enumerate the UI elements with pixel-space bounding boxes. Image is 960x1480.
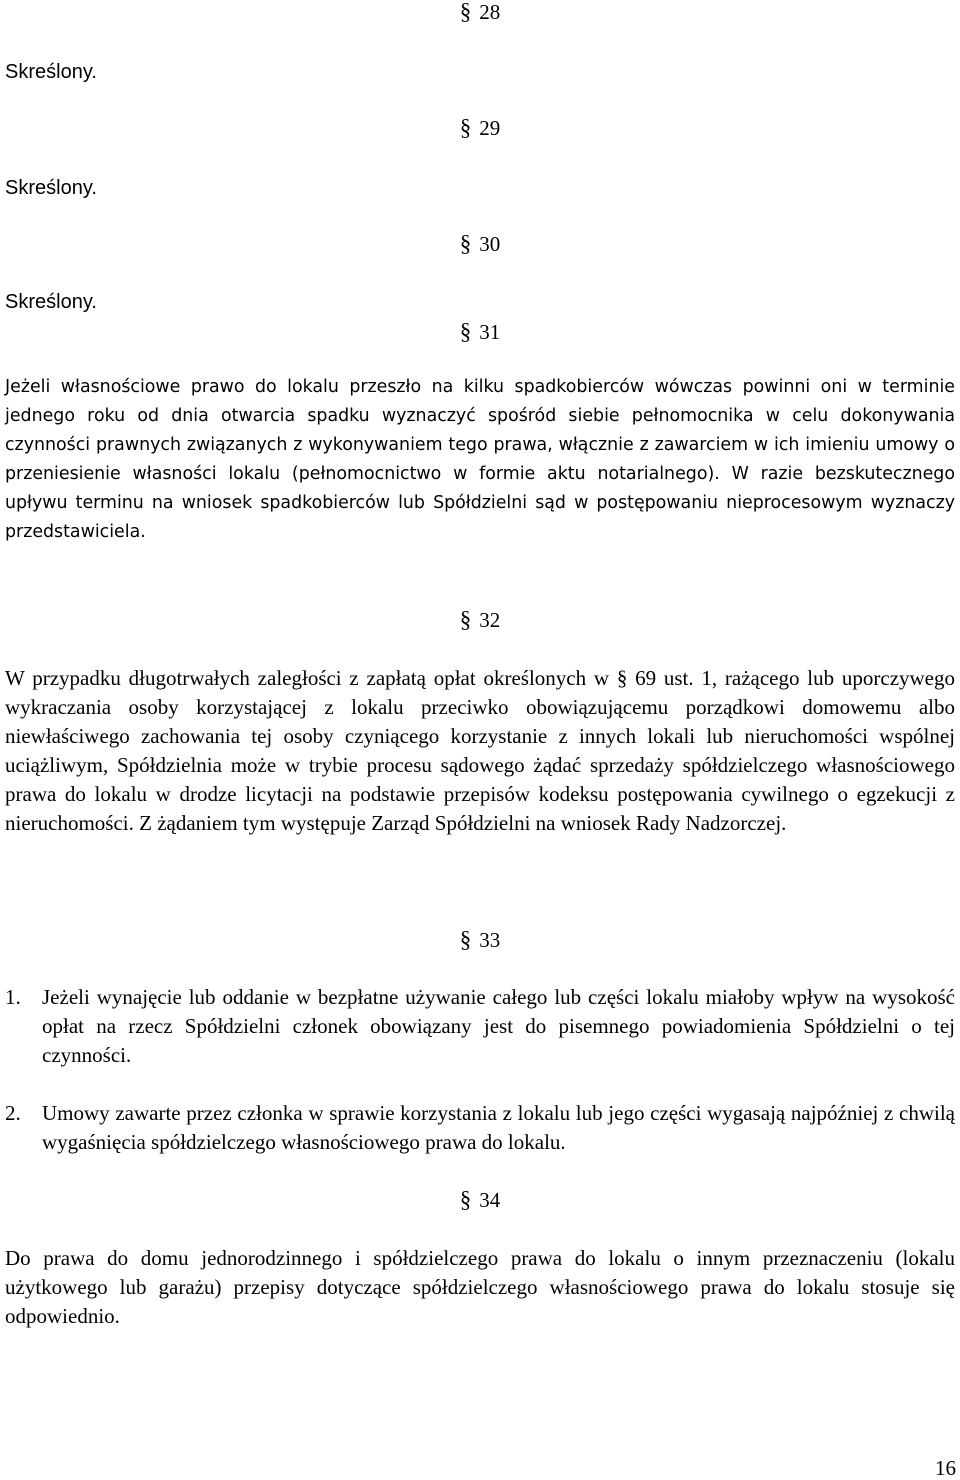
section-32-text: W przypadku długotrwałych zaległości z zapłatą opłat określonych w § 69 ust. 1, rażącego lub uporczywego wykraczania osoby korzystającej z lokalu przeciwko obowiązującemu porządkowi domowemu albo niewłaściwego zachowania tej osoby czyniącego korzystanie z innych lokali lub nieruchomości wspólnej uciążliwym, Spółdzielnia może w trybie procesu sądowego żądać sprzedaży spółdzielczego własnościowego prawa do lokalu w drodze licytacji na podstawie przepisów kodeksu postępowania cywilnego o egzekucji z nieruchomości. Z żądaniem tym występuje Zarząd Spółdzielni na wniosek Rady Nadzorczej.	[5, 666, 955, 835]
section-number: 28	[479, 0, 501, 24]
section-heading-32	[0, 608, 960, 632]
section-sign: §	[459, 927, 472, 952]
list-item-number: 2.	[5, 1101, 21, 1125]
section-heading-29	[0, 116, 960, 140]
section-30-text: Skreślony.	[5, 291, 97, 313]
section-number: 31	[479, 320, 501, 344]
section-number: 32	[479, 608, 501, 632]
section-sign: §	[459, 1187, 472, 1212]
section-heading-28	[0, 0, 960, 24]
section-heading-30	[0, 232, 960, 256]
section-29-text: Skreślony.	[5, 177, 97, 199]
section-heading-33	[0, 928, 960, 952]
section-28-text: Skreślony.	[5, 61, 97, 83]
section-sign: §	[459, 115, 472, 140]
section-heading-31	[0, 320, 960, 344]
section-sign: §	[459, 0, 472, 24]
section-number: 33	[479, 928, 501, 952]
section-sign: §	[459, 319, 472, 344]
list-item-number: 1.	[5, 985, 21, 1009]
section-sign: §	[459, 607, 472, 632]
section-number: 29	[479, 116, 501, 140]
section-number: 34	[479, 1188, 501, 1212]
list-item	[5, 1099, 955, 1157]
section-31-text: Jeżeli własnościowe prawo do lokalu przeszło na kilku spadkobierców wówczas powinni oni w terminie jednego roku od dnia otwarcia spadku wyznaczyć spośród siebie pełnomocnika w celu dokonywania czynności prawnych związanych z wykonywaniem tego prawa, włącznie z zawarciem w ich imieniu umowy o przeniesienie własności lokalu (pełnomocnictwo w formie aktu notarialnego). W razie bezskutecznego upływu terminu na wniosek spadkobierców lub Spółdzielni sąd w postępowaniu nieprocesowym wyznaczy przedstawiciela.	[5, 377, 955, 542]
section-34-text: Do prawa do domu jednorodzinnego i spółdzielczego prawa do lokalu o innym przeznaczeniu (lokalu użytkowego lub garażu) przepisy dotyczące spółdzielczego własnościowego prawa do lokalu stosuje się odpowiednio.	[5, 1246, 955, 1328]
list-item-text: Umowy zawarte przez członka w sprawie korzystania z lokalu lub jego części wygasają najpóźniej z chwilą wygaśnięcia spółdzielczego własnościowego prawa do lokalu.	[42, 1101, 955, 1154]
list-item-text: Jeżeli wynajęcie lub oddanie w bezpłatne używanie całego lub części lokalu miałoby wpływ na wysokość opłat na rzecz Spółdzielni członek obowiązany jest do pisemnego powiadomienia Spółdzielni o tej czynności.	[42, 985, 955, 1067]
list-item	[5, 983, 955, 1070]
section-number: 30	[479, 232, 501, 256]
section-heading-34	[0, 1188, 960, 1212]
page-number: 16	[935, 1456, 956, 1480]
section-sign: §	[459, 231, 472, 256]
